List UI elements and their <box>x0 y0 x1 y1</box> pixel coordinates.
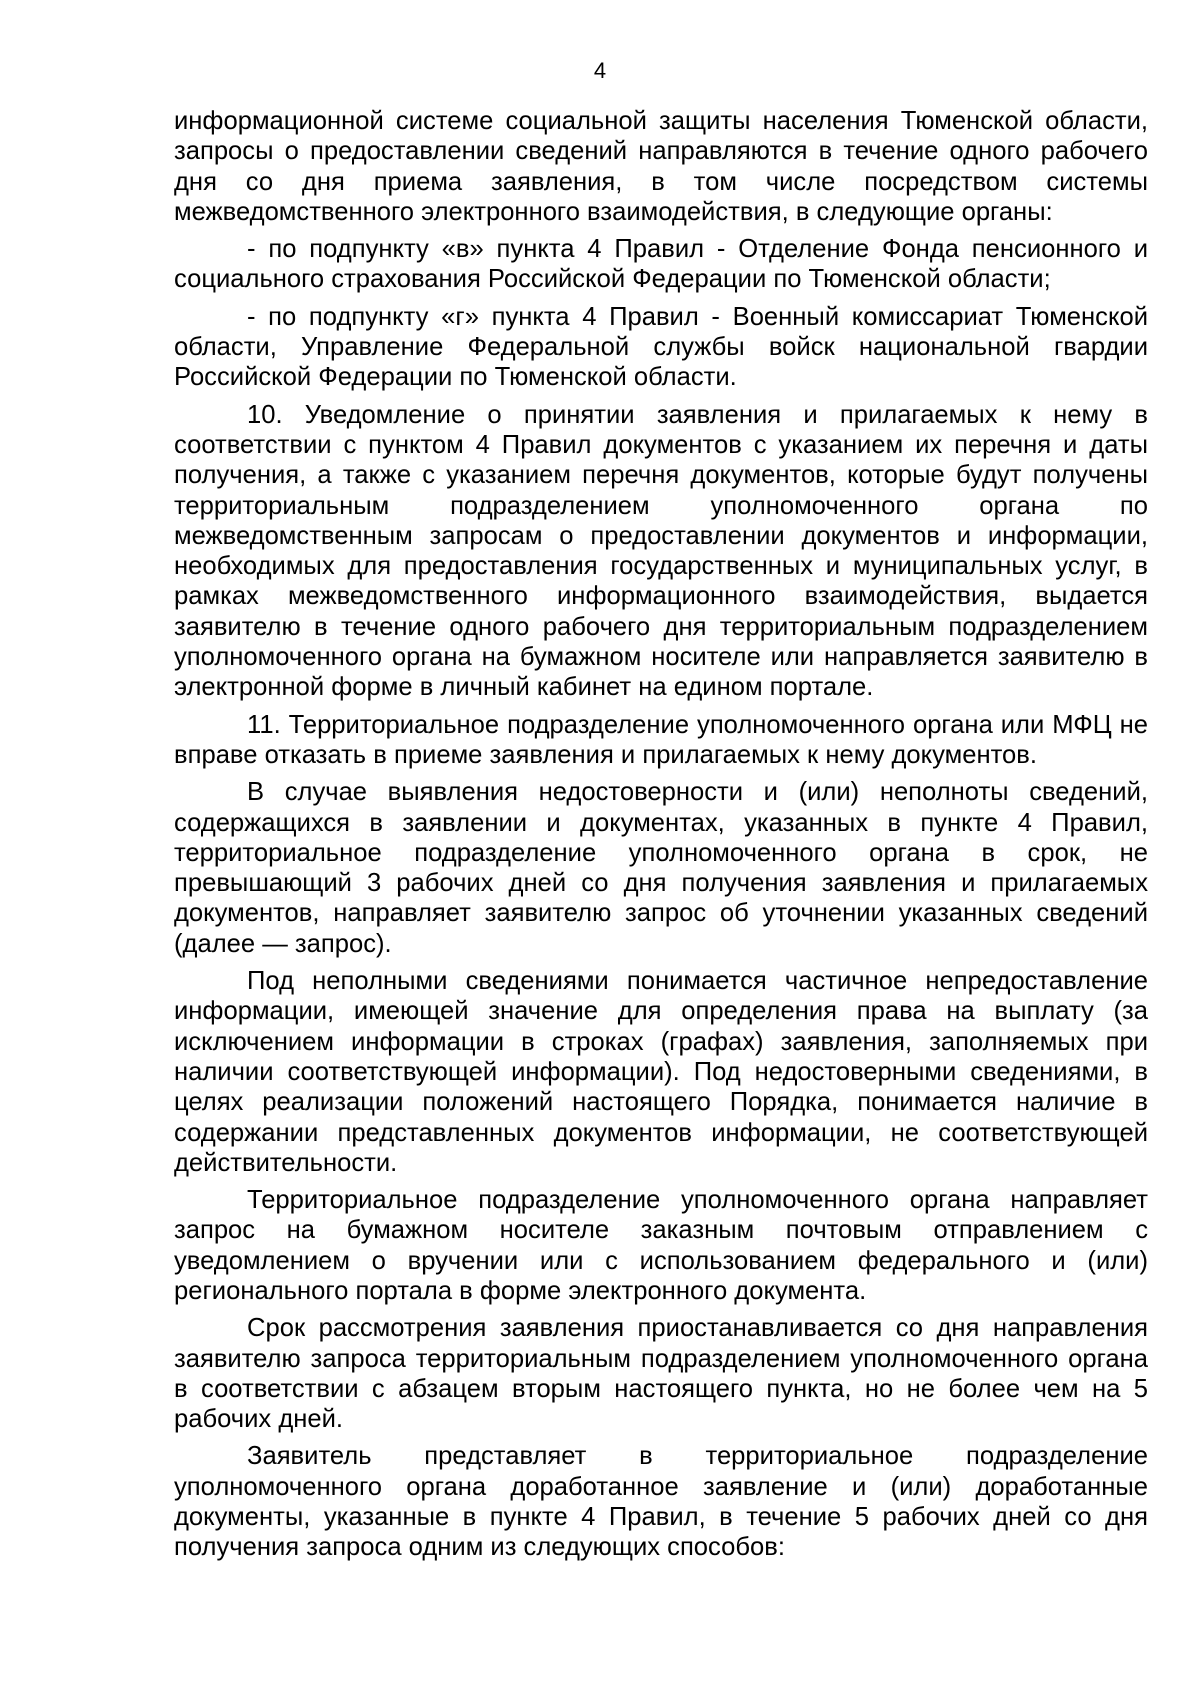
paragraph-item-10: 10. Уведомление о принятии заявления и прилагаемых к нему в соответствии с пунктом 4 Правил документов с указанием их перечня и даты получения, а также с указанием перечня документов, которые будут получены территориальным подразделением уполномоченного органа по межведомственным запросам о предоставлении документов и информации, необходимых для предоставления государственных и муниципальных услуг, в рамках межведомственного информационного взаимодействия, выдается заявителю в течение одного рабочего дня территориальным подразделением уполномоченного органа на бумажном носителе или направляется заявителю в электронной форме в личный кабинет на едином портале. <box>174 400 1148 702</box>
paragraph-definitions: Под неполными сведениями понимается частичное непредоставление информации, имеющей значение для определения права на выплату (за исключением информации в строках (графах) заявления, заполняемых при наличии соответствующей информации). Под недостоверными сведениями, в целях реализации положений настоящего Порядка, понимается наличие в содержании представленных документов информации, не соответствующей действительности. <box>174 967 1148 1177</box>
document-body <box>174 106 1148 1570</box>
paragraph-request-delivery: Территориальное подразделение уполномоченного органа направляет запрос на бумажном носителе заказным почтовым отправлением с уведомлением о вручении или с использованием федерального и (или) регионального портала в форме электронного документа. <box>174 1186 1148 1305</box>
paragraph-incomplete-info: В случае выявления недостоверности и (или) неполноты сведений, содержащихся в заявлении и документах, указанных в пункте 4 Правил, территориальное подразделение уполномоченного органа в срок, не превышающий 3 рабочих дней со дня получения заявления и прилагаемых документов, направляет заявителю запрос об уточнении указанных сведений (далее — запрос). <box>174 778 1148 958</box>
paragraph-applicant-submission: Заявитель представляет в территориальное подразделение уполномоченного органа доработанное заявление и (или) доработанные документы, указанные в пункте 4 Правил, в течение 5 рабочих дней со дня получения запроса одним из следующих способов: <box>174 1442 1148 1562</box>
page-number: 4 <box>593 58 607 83</box>
paragraph-subitem-v: - по подпункту «в» пункта 4 Правил - Отделение Фонда пенсионного и социального страхования Российской Федерации по Тюменской области; <box>174 235 1148 294</box>
paragraph-subitem-g: - по подпункту «г» пункта 4 Правил - Военный комиссариат Тюменской области, Управление Федеральной службы войск национальной гвардии Российской Федерации по Тюменской области. <box>174 302 1148 392</box>
paragraph-suspension-term: Срок рассмотрения заявления приостанавливается со дня направления заявителю запроса территориальным подразделением уполномоченного органа в соответствии с абзацем вторым настоящего пункта, но не более чем на 5 рабочих дней. <box>174 1314 1148 1434</box>
paragraph-item-11: 11. Территориальное подразделение уполномоченного органа или МФЦ не вправе отказать в приеме заявления и прилагаемых к нему документов. <box>174 710 1148 769</box>
paragraph-intro-continuation: информационной системе социальной защиты населения Тюменской области, запросы о предоставлении сведений направляются в течение одного рабочего дня со дня приема заявления, в том числе посредством системы межведомственного электронного взаимодействия, в следующие органы: <box>174 107 1148 226</box>
